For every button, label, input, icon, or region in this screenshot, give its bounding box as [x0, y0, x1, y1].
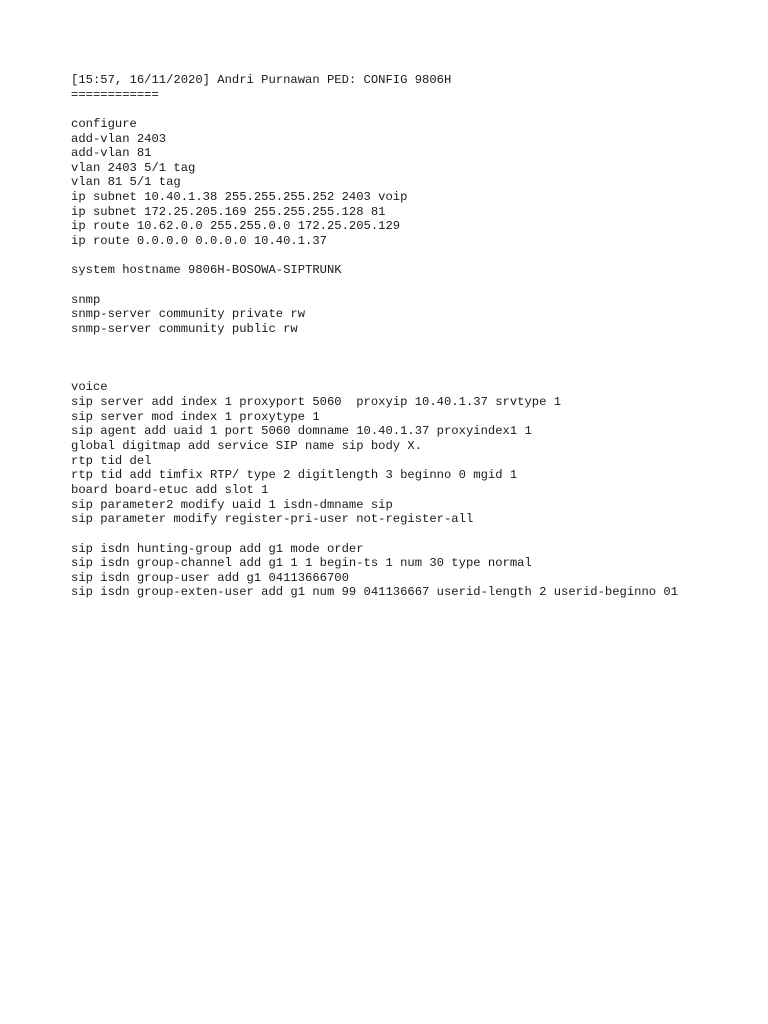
config-line: snmp-server community private rw [71, 307, 306, 322]
config-line: sip parameter2 modify uaid 1 isdn-dmname sip [71, 497, 393, 512]
config-line: ip route 0.0.0.0 0.0.0.0 10.40.1.37 [71, 234, 327, 249]
config-line: sip isdn group-user add g1 04113666700 [71, 570, 349, 585]
config-line [71, 278, 761, 293]
config-line: voice [71, 380, 108, 395]
config-line: system hostname 9806H-BOSOWA-SIPTRUNK [71, 263, 342, 278]
config-line: add-vlan 2403 [71, 131, 167, 146]
config-line: sip server add index 1 proxyport 5060 proxyip 10.40.1.37 srvtype 1 [71, 395, 562, 410]
config-line: ip subnet 172.25.205.169 255.255.255.128 81 [71, 204, 386, 219]
config-line: snmp-server community public rw [71, 321, 298, 336]
config-line: add-vlan 81 [71, 146, 152, 161]
config-line: vlan 81 5/1 tag [71, 175, 181, 190]
config-line: configure [71, 116, 137, 131]
config-line: sip isdn group-channel add g1 1 1 begin-ts 1 num 30 type normal [71, 556, 532, 571]
config-line: sip isdn hunting-group add g1 mode order [71, 541, 364, 556]
config-line [71, 249, 761, 264]
config-line: sip server mod index 1 proxytype 1 [71, 409, 320, 424]
config-line: ip subnet 10.40.1.38 255.255.255.252 2403 voip [71, 190, 408, 205]
config-line [71, 366, 761, 381]
config-line [71, 527, 761, 542]
config-text-block [71, 73, 761, 600]
config-line [71, 102, 761, 117]
config-line: rtp tid del [71, 453, 152, 468]
config-line: snmp [71, 292, 101, 307]
config-line: board board-etuc add slot 1 [71, 482, 269, 497]
config-line: ip route 10.62.0.0 255.255.0.0 172.25.205.129 [71, 219, 401, 234]
config-line: global digitmap add service SIP name sip body X. [71, 439, 423, 454]
config-line: sip parameter modify register-pri-user not-register-all [71, 512, 474, 527]
config-line: sip isdn group-exten-user add g1 num 99 041136667 userid-length 2 userid-beginno 01 [71, 585, 679, 600]
config-line [71, 351, 761, 366]
config-line: ============ [71, 87, 159, 102]
config-line: [15:57, 16/11/2020] Andri Purnawan PED: CONFIG 9806H [71, 73, 452, 87]
config-line: rtp tid add timfix RTP/ type 2 digitlength 3 beginno 0 mgid 1 [71, 468, 518, 483]
config-line: vlan 2403 5/1 tag [71, 160, 196, 175]
config-line [71, 337, 761, 352]
config-line: sip agent add uaid 1 port 5060 domname 10.40.1.37 proxyindex1 1 [71, 424, 532, 439]
